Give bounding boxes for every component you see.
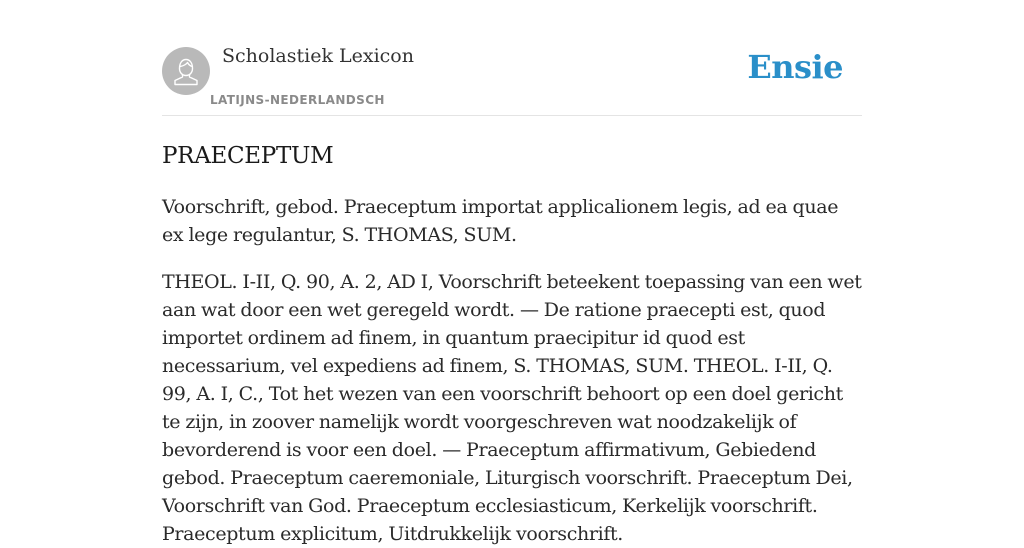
lexicon-title-link[interactable]: Scholastiek Lexicon	[222, 45, 414, 67]
lexicon-header	[162, 0, 862, 116]
entry-body	[162, 193, 862, 548]
ensie-logo[interactable]: Ensie	[747, 48, 843, 86]
user-icon	[162, 47, 210, 95]
entry-title: PRAECEPTUM	[162, 143, 334, 169]
entry-paragraph: Voorschrift, gebod. Praeceptum importat applicalionem legis, ad ea quae ex lege regulantur, S. THOMAS, SUM.	[162, 196, 839, 246]
lexicon-avatar[interactable]	[162, 47, 210, 95]
entry-paragraph: THEOL. I-II, Q. 90, A. 2, AD I, Voorschrift beteekent toepassing van een wet aan wat door een wet geregeld wordt. — De ratione praecepti est, quod importet ordinem ad finem, in quantum praecipitur id quod est necessarium, vel expediens ad finem, S. THOMAS, SUM. THEOL. I-II, Q. 99, A. I, C., Tot het wezen van een voorschrift behoort op een doel gericht te zijn, in zoover namelijk wordt voorgeschreven wat noodzakelijk of bevorderend is voor een doel. — Praeceptum affirmativum, Gebiedend gebod. Praeceptum caeremoniale, Liturgisch voorschrift. Praeceptum Dei, Voorschrift van God. Praeceptum ecclesiasticum, Kerkelijk voorschrift. Praeceptum explicitum, Uitdrukkelijk voorschrift.	[162, 271, 862, 545]
lexicon-subtitle: LATIJNS-NEDERLANDSCH	[210, 93, 385, 107]
page	[162, 0, 862, 548]
